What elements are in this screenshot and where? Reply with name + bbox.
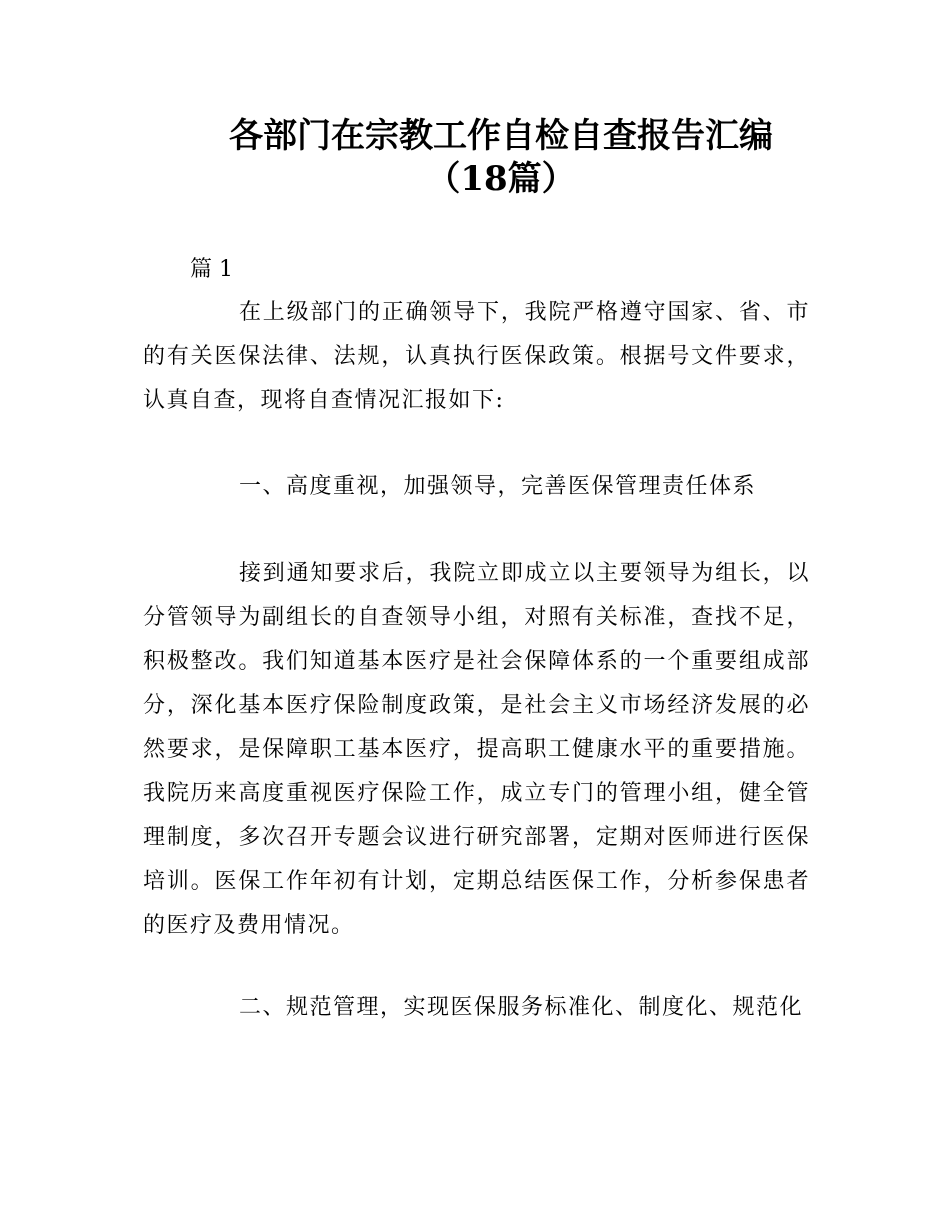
section-heading-1: 一、高度重视，加强领导，完善医保管理责任体系 <box>239 474 757 499</box>
section-label: 篇 1 <box>190 257 233 282</box>
section-heading-2: 二、规范管理，实现医保服务标准化、制度化、规范化 <box>239 995 804 1020</box>
paragraph-intro: 在上级部门的正确领导下，我院严格遵守国家、省、市的有关医保法律、法规，认真执行医保政策。根据号文件要求，认真自查，现将自查情况汇报如下: <box>143 300 810 413</box>
document-title-line1: 各部门在宗教工作自检自查报告汇编 <box>229 116 773 156</box>
document-title-line2: （18篇） <box>426 159 576 199</box>
paragraph-self-check: 接到通知要求后，我院立即成立以主要领导为组长，以分管领导为副组长的自查领导小组，对照有关标准，查找不足，积极整改。我们知道基本医疗是社会保障体系的一个重要组成部分，深化基本医疗保险制度政策，是社会主义市场经济发展的必然要求，是保障职工基本医疗，提高职工健康水平的重要措施。我院历来高度重视医疗保险工作，成立专门的管理小组，健全管理制度，多次召开专题会议进行研究部署，定期对医师进行医保培训。医保工作年初有计划，定期总结医保工作，分析参保患者的医疗及费用情况。 <box>143 561 810 938</box>
